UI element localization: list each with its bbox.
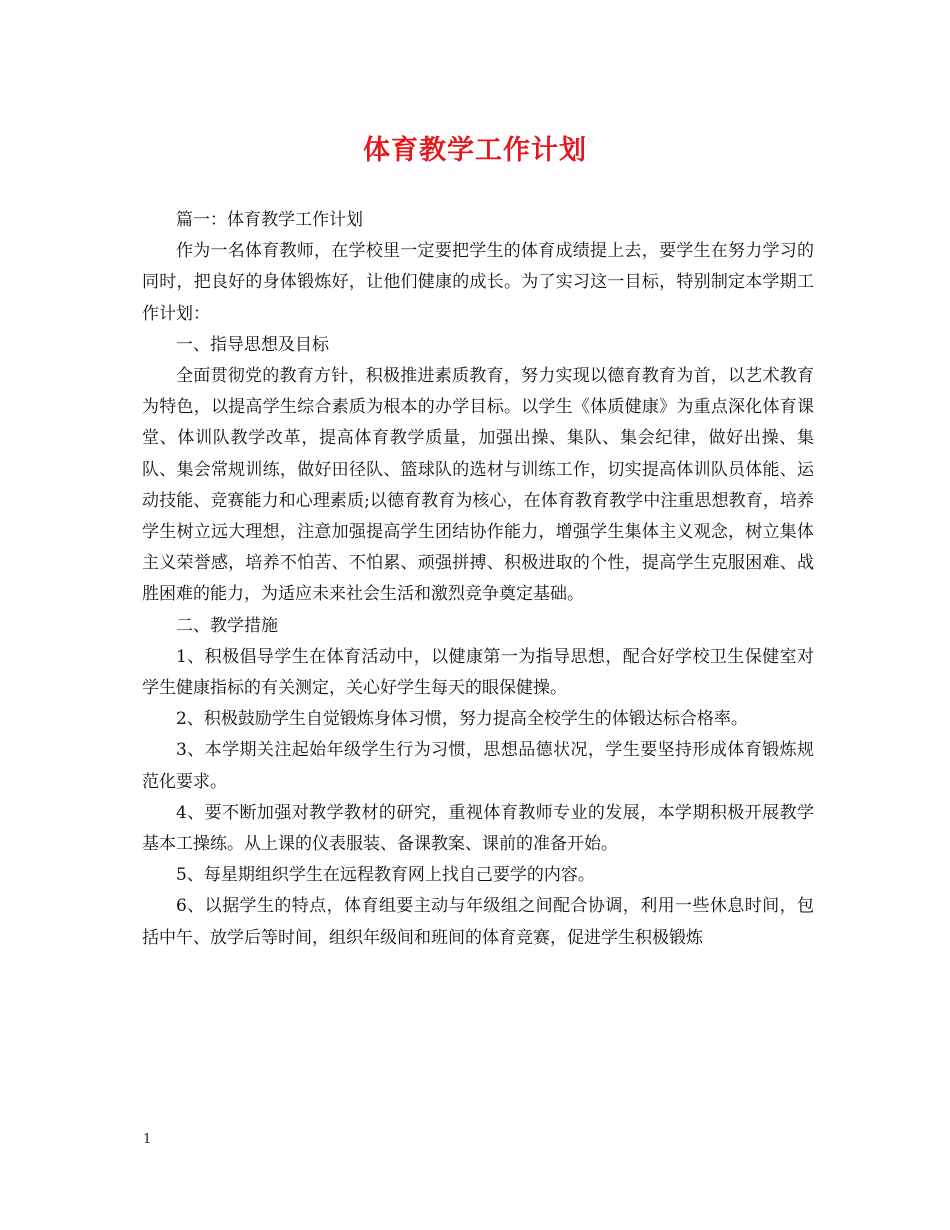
measure-item-3: 3、本学期关注起始年级学生行为习惯，思想品德状况，学生要坚持形成体育锻炼规范化要求。 xyxy=(142,740,814,792)
document-title: 体育教学工作计划 xyxy=(363,135,587,166)
measure-item-5: 5、每星期组织学生在远程教育网上找自己要学的内容。 xyxy=(176,865,595,886)
section-heading-part-one: 篇一：体育教学工作计划 xyxy=(176,210,363,230)
measure-item-6: 6、以据学生的特点，体育组要主动与年级组之间配合协调，利用一些休息时间，包括中午、放学后等时间，组织年级间和班间的体育竞赛，促进学生积极锻炼 xyxy=(142,896,814,948)
section-heading-guiding-ideas: 一、指导思想及目标 xyxy=(176,334,329,355)
intro-paragraph: 作为一名体育教师，在学校里一定要把学生的体育成绩提上去，要学生在努力学习的同时，把良好的身体锻炼好，让他们健康的成长。为了实习这一目标，特别制定本学期工作计划： xyxy=(142,241,814,324)
guiding-ideas-paragraph: 全面贯彻党的教育方针，积极推进素质教育，努力实现以德育教育为首，以艺术教育为特色，以提高学生综合素质为根本的办学目标。以学生《体质健康》为重点深化体育课堂、体训队教学改革，提高体育教学质量，加强出操、集队、集会纪律，做好出操、集队、集会常规训练，做好田径队、篮球队的选材与训练工作，切实提高体训队员体能、运动技能、竞赛能力和心理素质;以德育教育为核心，在体育教育教学中注重思想教育，培养学生树立远大理想，注意加强提高学生团结协作能力，增强学生集体主义观念，树立集体主义荣誉感，培养不怕苦、不怕累、顽强拼搏、积极进取的个性，提高学生克服困难、战胜困难的能力，为适应未来社会生活和激烈竞争奠定基础。 xyxy=(142,366,814,605)
measure-item-4: 4、要不断加强对教学教材的研究，重视体育教师专业的发展，本学期积极开展教学基本工操练。从上课的仪表服装、备课教案、课前的准备开始。 xyxy=(142,802,814,855)
document-body xyxy=(142,205,814,954)
measure-item-1: 1、积极倡导学生在体育活动中，以健康第一为指导思想，配合好学校卫生保健室对学生健康指标的有关测定，关心好学生每天的眼保健操。 xyxy=(142,646,814,699)
measure-item-2: 2、积极鼓励学生自觉锻炼身体习惯，努力提高全校学生的体锻达标合格率。 xyxy=(176,709,748,730)
page-number: 1 xyxy=(143,1132,152,1147)
section-heading-teaching-measures: 二、教学措施 xyxy=(176,615,278,636)
